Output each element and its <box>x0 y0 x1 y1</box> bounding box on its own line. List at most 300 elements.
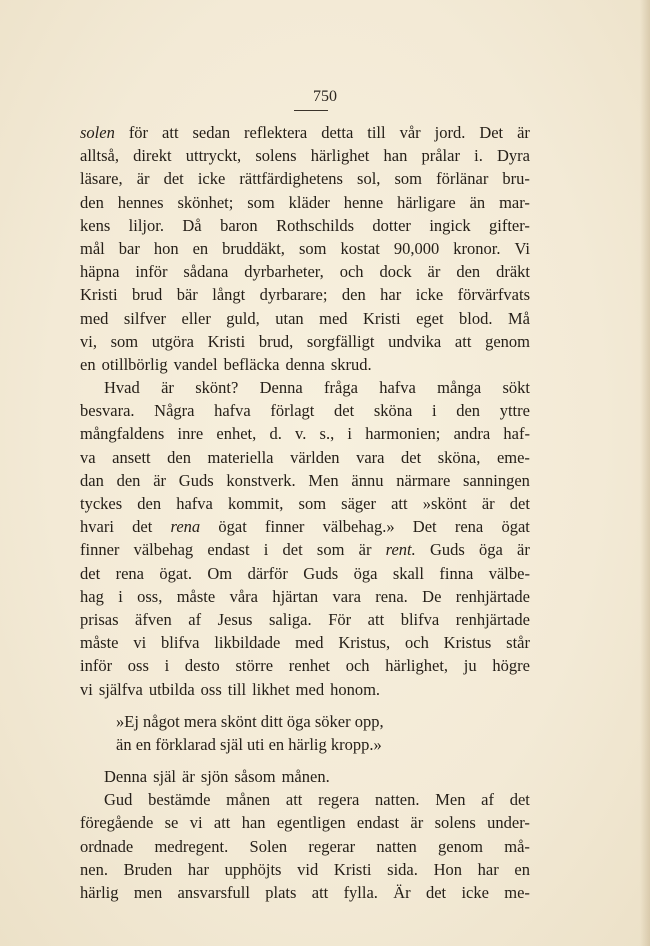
word: Men <box>435 790 466 810</box>
word: skrud. <box>330 354 372 374</box>
word: högre <box>492 656 530 676</box>
text-line <box>80 654 530 677</box>
word: rena <box>454 517 484 537</box>
word: men <box>133 883 163 902</box>
word: gifter- <box>489 215 530 235</box>
word: att <box>367 609 385 629</box>
text-line <box>80 214 530 237</box>
word: sköna, <box>437 447 481 467</box>
word: eme- <box>496 447 530 467</box>
word: endast <box>356 813 400 833</box>
word: guld, <box>226 308 260 328</box>
word: blifva <box>161 633 200 653</box>
text-line <box>80 858 530 881</box>
word: enhet, <box>216 424 257 444</box>
word: förvärfvats <box>457 285 530 305</box>
word: en <box>80 354 96 374</box>
word: till <box>227 679 247 699</box>
word: solens <box>255 146 297 166</box>
word: solen <box>80 123 115 142</box>
word: dotter <box>372 215 411 235</box>
word: härlighet, <box>385 656 449 676</box>
word: är <box>410 813 424 833</box>
text-line <box>80 765 530 788</box>
word: den <box>456 401 481 421</box>
word: Guds <box>178 470 214 490</box>
word: baron <box>220 215 258 235</box>
body-text <box>80 121 530 904</box>
word: som <box>394 169 423 189</box>
word: det <box>132 517 153 537</box>
word: att <box>213 813 231 833</box>
word: ännu <box>351 470 384 490</box>
word: en <box>514 859 530 879</box>
word: mål <box>80 238 105 258</box>
word: Gud <box>104 790 133 810</box>
word: ju <box>463 656 477 676</box>
quote-line: än en förklarad själ uti en härlig kropp.» <box>116 734 382 754</box>
word: skönt? <box>195 378 239 398</box>
word: finna <box>439 563 474 583</box>
word: Kristi <box>207 331 246 351</box>
text-line <box>80 353 530 376</box>
word: icke <box>461 883 489 902</box>
word: är <box>517 123 530 142</box>
word: Hvad <box>104 378 140 398</box>
word: och <box>339 262 364 282</box>
text-line <box>80 492 530 515</box>
word: han <box>241 813 266 833</box>
word: som <box>110 331 139 351</box>
word: befläcka <box>223 354 280 374</box>
word: i <box>347 424 352 444</box>
word: vi <box>189 813 203 833</box>
word: för <box>128 123 149 142</box>
word: läsare, <box>80 169 123 189</box>
word: bar <box>118 238 140 258</box>
word: besvara. <box>80 401 135 421</box>
word: bru- <box>502 169 530 189</box>
word: måste <box>80 633 119 653</box>
word: sjön <box>200 767 229 787</box>
word: Dyra <box>496 146 530 166</box>
word: sköna <box>373 401 413 421</box>
word: s., <box>319 424 335 444</box>
word: vi <box>80 679 93 699</box>
text-line <box>80 608 530 631</box>
word: brud, <box>258 331 294 351</box>
quote-line: »Ej något mera skönt ditt öga söker opp, <box>116 711 384 731</box>
word: detta <box>321 123 354 142</box>
word: Guds <box>429 540 465 560</box>
word: har <box>380 285 402 305</box>
word: dyrbarare; <box>259 285 328 305</box>
text-line <box>80 144 530 167</box>
word: att <box>162 123 179 142</box>
word: otillbörlig <box>101 354 168 374</box>
word: renhet <box>288 656 331 676</box>
word: medregent. <box>154 836 229 856</box>
word: va <box>80 447 96 467</box>
word: me- <box>504 883 530 902</box>
text-line <box>80 585 530 608</box>
word: Denna <box>259 378 303 398</box>
word: Men <box>308 470 339 490</box>
word: För <box>328 609 352 629</box>
word: utgöra <box>151 331 194 351</box>
word: af <box>481 790 494 810</box>
word: regera <box>318 790 360 810</box>
word: saliga. <box>269 609 312 629</box>
text-line <box>80 399 530 422</box>
word: ögat <box>218 517 247 537</box>
word: hjärtan <box>272 586 319 606</box>
word: i. <box>474 146 483 166</box>
word: är <box>517 540 530 560</box>
word: till <box>367 123 386 142</box>
word: hafva <box>176 494 213 513</box>
word: uttryckt, <box>185 146 242 166</box>
word: hafva <box>214 401 251 421</box>
text-line <box>80 835 530 858</box>
word: rena <box>170 517 201 537</box>
word: rent. <box>385 540 416 560</box>
word: månen. <box>281 767 330 787</box>
word: eller <box>181 308 211 328</box>
word: harmonien; <box>365 424 441 444</box>
word: större <box>235 656 274 676</box>
text-line <box>80 446 530 469</box>
word: mar- <box>499 192 530 212</box>
word: hon <box>153 238 179 258</box>
word: den <box>341 285 366 305</box>
word: Om <box>207 563 233 583</box>
word: en <box>192 238 209 258</box>
word: rättfärdighetens <box>239 169 343 189</box>
word: fylla. <box>343 883 378 902</box>
text-line <box>80 631 530 654</box>
word: kläder <box>288 192 330 212</box>
word: blifva <box>400 609 440 629</box>
word: eget <box>416 308 444 328</box>
word: Är <box>393 883 411 902</box>
word: måste <box>176 586 216 606</box>
text-line <box>80 376 530 399</box>
word: såsom <box>234 767 276 787</box>
word: äfven <box>135 609 172 629</box>
word: med <box>80 308 109 328</box>
word: Bruden <box>123 859 173 879</box>
word: i <box>118 586 123 606</box>
main-paragraphs <box>80 121 530 701</box>
word: vi, <box>80 331 97 351</box>
word: är <box>136 169 150 189</box>
spacer <box>80 701 530 710</box>
word: än <box>469 192 486 212</box>
text-line <box>80 422 530 445</box>
word: är <box>182 767 195 787</box>
text-line <box>80 469 530 492</box>
word: mångfaldens <box>80 424 165 444</box>
word: dan <box>80 470 104 490</box>
word: blod. <box>459 308 493 328</box>
word: häpna <box>80 262 120 282</box>
text-line <box>80 562 530 585</box>
word: det <box>425 883 447 902</box>
text-line <box>80 167 530 190</box>
word: dyrbarheter, <box>244 262 324 282</box>
word: De <box>422 586 442 606</box>
word: kens <box>80 215 111 235</box>
word: ögat <box>501 517 530 537</box>
word: öga <box>479 540 503 560</box>
word: regerar <box>308 836 356 856</box>
word: den <box>167 447 191 467</box>
word: prisas <box>80 609 119 629</box>
word: upphöjts <box>224 859 282 879</box>
word: honom. <box>330 679 381 699</box>
word: skönhet; <box>177 192 234 212</box>
word: genom <box>438 836 483 856</box>
word: liljor. <box>128 215 164 235</box>
word: med <box>295 679 325 699</box>
word: Det <box>479 123 504 142</box>
word: sol, <box>357 169 381 189</box>
word: hag <box>80 586 104 606</box>
word: att <box>391 494 408 513</box>
text-line <box>80 191 530 214</box>
word: med <box>295 633 324 653</box>
word: världen <box>290 447 340 467</box>
word: att <box>311 883 329 902</box>
word: desto <box>184 656 220 676</box>
word: skall <box>392 563 424 583</box>
word: härlighet <box>310 146 370 166</box>
word: Kristi <box>333 859 372 879</box>
word: Vi <box>514 238 530 258</box>
word: brud <box>132 285 163 305</box>
word: silfver <box>123 308 167 328</box>
word: Solen <box>249 836 288 856</box>
text-line <box>80 515 530 538</box>
verse-quote <box>80 710 530 756</box>
word: är <box>161 378 174 398</box>
word: det <box>282 540 303 560</box>
word: vid <box>297 859 319 879</box>
word: vi <box>133 633 147 653</box>
word: som <box>298 494 327 513</box>
word: Kristi <box>80 285 118 305</box>
text-line <box>80 811 530 834</box>
word: förlagt <box>270 401 315 421</box>
word: nen. <box>80 859 108 879</box>
word: dräkt <box>496 262 530 282</box>
word: vara <box>332 586 361 606</box>
word: under- <box>487 813 530 833</box>
word: vara <box>356 447 385 467</box>
text-line <box>80 678 530 701</box>
text-line <box>80 788 530 811</box>
word: reflektera <box>244 123 308 142</box>
word: har <box>477 859 499 879</box>
word: och <box>345 656 370 676</box>
word: som <box>298 238 327 258</box>
word: oss, <box>137 586 163 606</box>
word: natten <box>376 836 417 856</box>
spacer <box>80 756 530 765</box>
word: sedan <box>192 123 231 142</box>
word: materiella <box>207 447 274 467</box>
word: vandel <box>173 354 218 374</box>
word: som <box>247 192 275 212</box>
word: d. <box>269 424 282 444</box>
word: Guds <box>303 563 339 583</box>
word: dock <box>379 262 412 282</box>
word: hvari <box>80 517 114 537</box>
word: konstverk. <box>226 470 296 490</box>
word: månen <box>226 790 271 810</box>
word: är <box>481 494 495 513</box>
word: kostat <box>340 238 380 258</box>
word: med <box>319 308 348 328</box>
word: må- <box>504 836 530 856</box>
word: sanningen <box>463 470 530 490</box>
word: inför <box>135 262 168 282</box>
word: finner <box>265 517 305 537</box>
page-number: 750 <box>313 88 337 105</box>
word: som <box>316 540 345 560</box>
text-line <box>80 121 530 144</box>
word: direkt <box>133 146 172 166</box>
word: är <box>153 470 167 490</box>
word: kommit, <box>227 494 284 513</box>
word: henne <box>343 192 384 212</box>
word: rena <box>115 563 144 583</box>
word: Kristi <box>363 308 401 328</box>
word: föregående <box>80 813 154 833</box>
word: det <box>80 563 101 583</box>
word: härligare <box>397 192 456 212</box>
word: Må <box>507 308 530 328</box>
text-line <box>80 881 530 904</box>
word: att <box>454 331 472 351</box>
word: Rothschilds <box>276 215 354 235</box>
word: kronor. <box>453 238 501 258</box>
word: därför <box>247 563 288 583</box>
word: Jesus <box>217 609 253 629</box>
word: själfva <box>98 679 143 699</box>
word: andra <box>453 424 491 444</box>
word: ingick <box>429 215 471 235</box>
word: Kristus, <box>338 633 391 653</box>
word: v. <box>295 424 307 444</box>
word: närmare <box>396 470 451 490</box>
word: endast <box>207 540 250 560</box>
word: ordnade <box>80 836 134 856</box>
word: plats <box>265 883 297 902</box>
word: sökt <box>502 378 530 398</box>
word: den <box>137 494 162 513</box>
word: ansett <box>112 447 151 467</box>
word: hennes <box>117 192 164 212</box>
word: utbilda <box>148 679 195 699</box>
word: Några <box>154 401 195 421</box>
word: många <box>437 378 482 398</box>
word: och <box>405 633 429 653</box>
word: öga <box>353 563 378 583</box>
word: den <box>116 470 141 490</box>
word: icke <box>415 285 444 305</box>
word: oss <box>127 656 149 676</box>
word: 90,000 <box>393 238 440 258</box>
word: i <box>164 656 170 676</box>
word: natten. <box>375 790 420 810</box>
word: sådana <box>183 262 229 282</box>
word: härlig <box>80 883 119 902</box>
word: renhjärtade <box>455 586 530 606</box>
closing-paragraphs <box>80 765 530 904</box>
word: det <box>334 401 355 421</box>
word: välbehag <box>133 540 194 560</box>
word: icke <box>197 169 226 189</box>
word: fråga <box>324 378 358 398</box>
word: hafva <box>379 378 416 398</box>
word: den <box>456 262 481 282</box>
word: ansvarsfull <box>177 883 250 902</box>
page-edge-shadow <box>640 0 650 946</box>
word: bär <box>176 285 198 305</box>
word: långt <box>212 285 246 305</box>
word: själ <box>153 767 176 787</box>
word: likhet <box>252 679 290 699</box>
word: välbehag.» <box>322 517 395 537</box>
word: ögat. <box>159 563 192 583</box>
word: står <box>506 633 530 653</box>
word: Hon <box>433 859 462 879</box>
word: inför <box>80 656 113 676</box>
word: Det <box>412 517 437 537</box>
text-line <box>80 538 530 561</box>
word: jord. <box>434 123 466 142</box>
text-line <box>80 283 530 306</box>
word: prålar <box>421 146 460 166</box>
word: han <box>383 146 408 166</box>
word: sorgfälligt <box>306 331 375 351</box>
word: det <box>509 494 530 513</box>
word: haf- <box>503 424 530 444</box>
word: bestämde <box>148 790 211 810</box>
word: undvika <box>388 331 442 351</box>
word: denna <box>285 354 325 374</box>
word: inre <box>177 424 204 444</box>
word: tyckes <box>80 494 123 513</box>
word: af <box>188 609 202 629</box>
word: sida. <box>387 859 418 879</box>
word: rena. <box>375 586 408 606</box>
word: i <box>263 540 269 560</box>
word: yttre <box>499 401 530 421</box>
word: Denna <box>104 767 148 787</box>
word: finner <box>80 540 120 560</box>
word: är <box>427 262 441 282</box>
word: vår <box>399 123 421 142</box>
word: Då <box>182 215 202 235</box>
word: det <box>509 790 530 810</box>
text-line <box>80 330 530 353</box>
word: solens <box>434 813 476 833</box>
text-line <box>80 260 530 283</box>
word: genom <box>485 331 530 351</box>
